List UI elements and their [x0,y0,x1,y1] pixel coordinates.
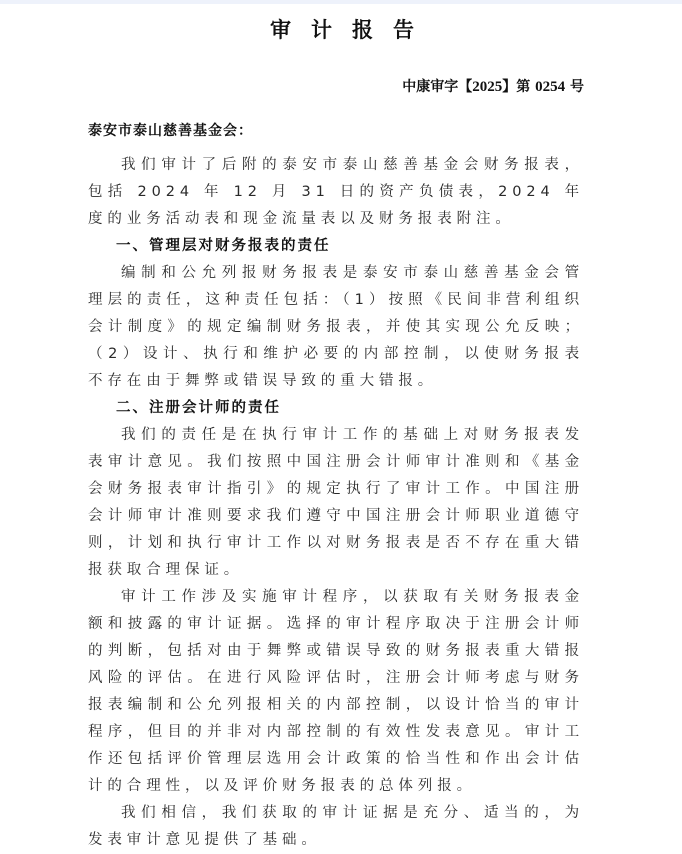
doc-number-year: 2025 [472,79,503,95]
doc-number-seq: 0254 [535,79,566,95]
heading-auditor-responsibility: 二、注册会计师的责任 [116,400,281,416]
heading-management-responsibility: 一、管理层对财务报表的责任 [116,238,331,254]
paragraph-audit-evidence: 我们相信，我们获取的审计证据是充分、适当的，为发表审计意见提供了基础。 [88,805,584,848]
doc-number-suffix: 号 [565,79,584,95]
document-title: 审计报告 [270,18,434,42]
paragraph-management-responsibility: 编制和公允列报财务报表是泰安市泰山慈善基金会管理层的责任，这种责任包括：（1）按照《民间非营利组织会计制度》的规定编制财务报表，并使其实现公允反映；（2）设计、执行和维护必要的内部控制，以使财务报表不存在由于舞弊或错误导致的重大错报。 [88,265,584,389]
paragraph-intro: 我们审计了后附的泰安市泰山慈善基金会财务报表，包括 2024 年 12 月 31 日的资产负债表，2024 年度的业务活动表和现金流量表以及财务报表附注。 [88,157,584,227]
paragraph-audit-procedures: 审计工作涉及实施审计程序，以获取有关财务报表金额和披露的审计证据。选择的审计程序取决于注册会计师的判断，包括对由于舞弊或错误导致的财务报表重大错报风险的评估。在进行风险评估时，注册会计师考虑与财务报表编制和公允列报相关的内部控制，以设计恰当的审计程序，但目的并非对内部控制的有效性发表意见。审计工作还包括评价管理层选用会计政策的恰当性和作出会计估计的合理性，以及评价财务报表的总体列报。 [88,589,584,794]
doc-number-mid: 】第 [502,79,536,95]
document-body [88,152,584,854]
viewer-top-edge [0,0,682,4]
doc-number-prefix: 中康审字【 [402,79,473,95]
document-number [402,76,584,96]
addressee: 泰安市泰山慈善基金会： [88,123,253,139]
paragraph-auditor-responsibility: 我们的责任是在执行审计工作的基础上对财务报表发表审计意见。我们按照中国注册会计师审计准则和《基金会财务报表审计指引》的规定执行了审计工作。中国注册会计师审计准则要求我们遵守中国注册会计师职业道德守则，计划和执行审计工作以对财务报表是否不存在重大错报获取合理保证。 [88,427,584,578]
